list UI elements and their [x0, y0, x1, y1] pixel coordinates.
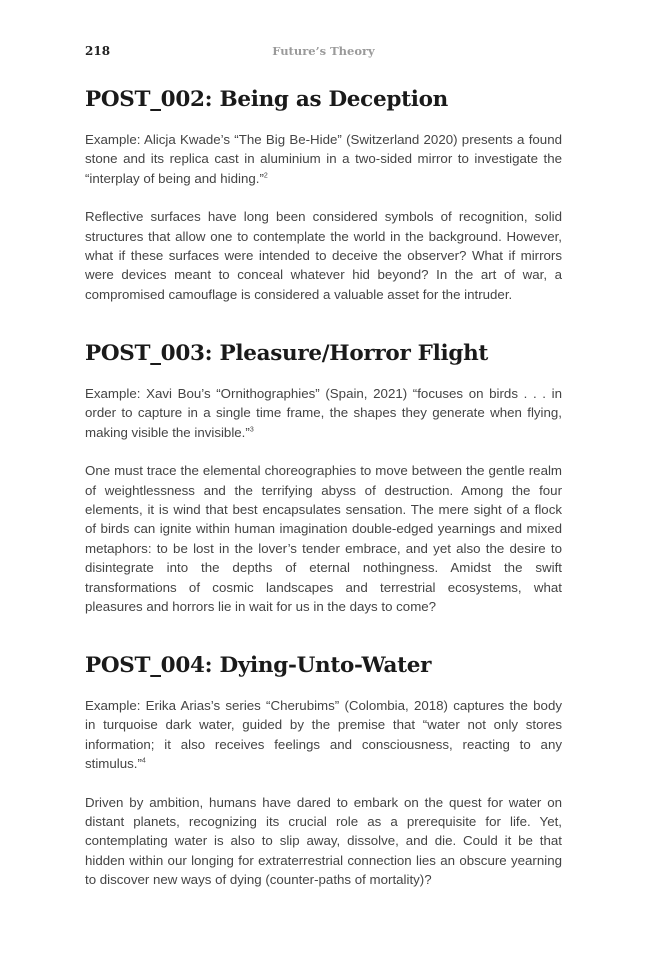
- body-paragraph: Driven by ambition, humans have dared to embark on the quest for water on distant planets, recognizing its crucial role as a prerequisite for life. Yet, contemplating water is also to slip away, dissolve, and die. Could it be that hidden within our longing for extraterrestrial connection lies an obscure yearning to discover new ways of dying (counter-paths of mortality)?: [85, 794, 562, 888]
- example-paragraph: [85, 696, 562, 774]
- section-post-003: [85, 341, 562, 616]
- book-title: Future’s Theory: [272, 44, 375, 58]
- section-post-004: [85, 653, 562, 890]
- example-paragraph: [85, 130, 562, 188]
- section-heading: POST_003: Pleasure/Horror Flight: [85, 341, 489, 366]
- body-paragraph: One must trace the elemental choreographies to move between the gentle realm of weightlessness and the terrifying abyss of destruction. Among the four elements, it is wind that best encapsulates sensation. The mere sight of a flock of birds can ignite within human imagination double-edged yearnings and mixed metaphors: to be lost in the lover’s tender embrace, and yet also the desire to disintegrate into the depths of eternal nothingness. Amidst the swift transformations of cosmic landscapes and terrestrial ecosystems, what pleasures and horrors lie in wait for us in the days to come?: [85, 463, 562, 615]
- section-post-002: [85, 87, 562, 304]
- body-paragraph: Reflective surfaces have long been considered symbols of recognition, solid structures that allow one to contemplate the world in the background. However, what if these surfaces were intended to deceive the observer? What if mirrors were devices meant to conceal whatever hid beyond? In the art of war, a compromised camouflage is considered a valuable asset for the intruder.: [85, 209, 562, 302]
- running-head: [85, 44, 562, 62]
- example-text: Example: Erika Arias’s series “Cherubims” (Colombia, 2018) captures the body in turquoise dark water, guided by the premise that “water not only stores information; it also receives feelings and consciousness, reacting to any stimulus.”: [85, 698, 562, 772]
- example-text: Example: Alicja Kwade’s “The Big Be-Hide” (Switzerland 2020) presents a found stone and its replica cast in aluminium in a two-sided mirror to investigate the “interplay of being and hiding.”: [85, 132, 562, 186]
- section-heading: POST_004: Dying-Unto-Water: [85, 653, 432, 678]
- footnote-marker: 3: [249, 426, 254, 434]
- footnote-marker: 2: [263, 172, 268, 180]
- example-text: Example: Xavi Bou’s “Ornithographies” (Spain, 2021) “focuses on birds . . . in order to capture in a single time frame, the shapes they generate when flying, making visible the invisible.”: [85, 386, 562, 440]
- footnote-marker: 4: [141, 757, 146, 765]
- example-paragraph: [85, 384, 562, 442]
- section-heading: POST_002: Being as Deception: [85, 87, 448, 112]
- page-number: 218: [85, 44, 111, 58]
